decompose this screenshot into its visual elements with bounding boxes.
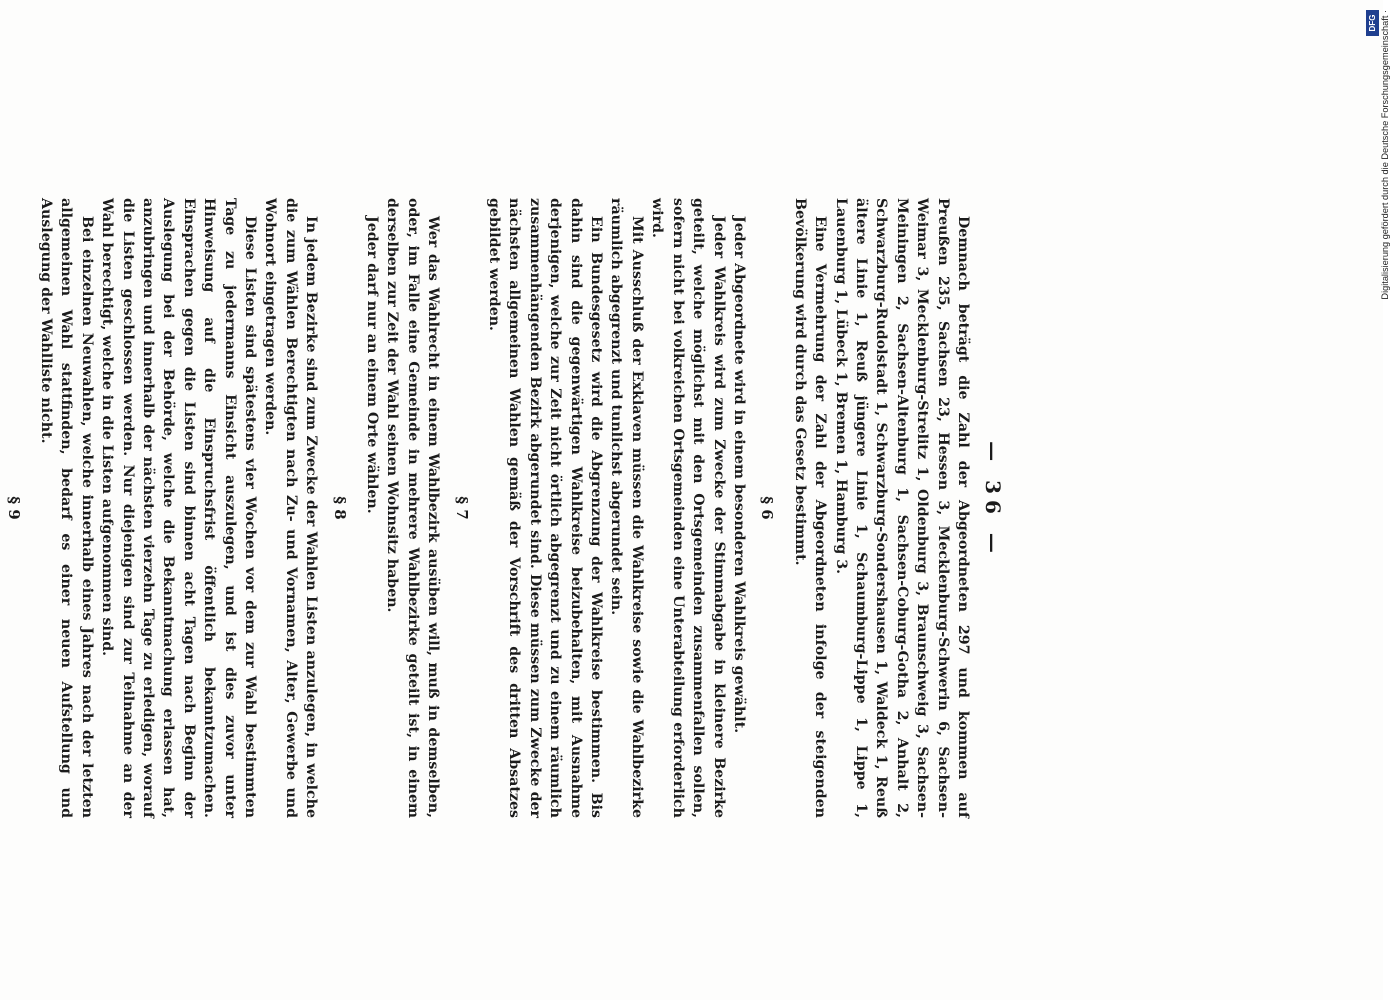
funding-credit <box>1366 10 1390 390</box>
paragraph-6-3: Mit Ausschluß der Exklaven müssen die Wahlkreise sowie die Wahlbezirke räumlich abgegrenzt und tunlichst abgerundet sein. <box>608 198 645 818</box>
paragraph-6-2: Jeder Wahlkreis wird zum Zwecke der Stimmabgabe in kleinere Bezirke geteilt, welche möglichst mit den Ortsgemeinden zusammenfallen sollen, sofern nicht bei volkreichen Ortsgemeinden eine Unterabteilung erforderlich wird. <box>649 198 727 818</box>
paragraph-7-2: Jeder darf nur an einem Orte wählen. <box>364 216 381 514</box>
funding-credit-text: Digitalisierung gefördert durch die Deutsche Forschungsgemeinschaft · <box>1380 10 1390 300</box>
paragraph-increase: Eine Vermehrung der Zahl der Abgeordneten infolge der steigenden Bevölkerung wird durch das Gesetz bestimmt. <box>791 198 829 818</box>
rotated-page-content <box>0 150 1033 850</box>
paragraph-8-3: Bei einzelnen Neuwahlen, welche innerhalb eines Jahres nach der letzten allgemeinen Wahl stattfinden, bedarf es einer neuen Aufstellung und Auslegung der Wahlliste nicht. <box>37 198 95 818</box>
section-heading-6: § 6 <box>758 496 777 520</box>
dfg-logo-label: DFG <box>1368 14 1377 32</box>
paragraph-6-4: Ein Bundesgesetz wird die Abgrenzung der Wahlkreise bestimmen. Bis dahin sind die gegenwärtigen Wahlkreise beizubehalten, mit Ausnahme derjenigen, welche zur Zeit nicht örtlich abgegrenzt und zu einem räumlich zusammenhängenden Bezirk abgerundet sind. Diese müssen zum Zwecke der nächsten allgemeinen Wahlen gemäß der Vorschrift des dritten Absatzes gebildet werden. <box>486 198 605 818</box>
paragraph-8-2: Diese Listen sind spätestens vier Wochen vor dem zur Wahl bestimmten Tage zu jedermanns Einsicht auszulegen, und ist dies zuvor unter Hinweisung auf die Einspruchsfrist öffentlich bekanntzumachen. Einsprachen gegen die Listen sind binnen acht Tagen nach Beginn der Auslegung bei der Behörde, welche die Bekanntmachung erlassen hat, anzubringen und innerhalb der nächsten vierzehn Tage zu erledigen, worauf die Listen geschlossen werden. Nur diejenigen sind zur Teilnahme an der Wahl berechtigt, welche in die Listen aufgenommen sind. <box>99 198 258 818</box>
paragraph-7-1: Wer das Wahlrecht in einem Wahlbezirk ausüben will, muß in demselben, oder, im Falle eine Gemeinde in mehrere Wahlbezirke geteilt ist, in einem derselben zur Zeit der Wahl seinen Wohnsitz haben. <box>384 198 442 818</box>
paragraph-8-1: In jedem Bezirke sind zum Zwecke der Wahlen Listen anzulegen, in welche die zum Wählen Berechtigten nach Zu- und Vornamen, Alter, Gewerbe und Wohnort eingetragen werden. <box>262 198 320 818</box>
paragraph-6-1: Jeder Abgeordnete wird in einem besonderen Wahlkreis gewählt. <box>730 216 747 734</box>
page-number-header: — 36 — <box>981 441 1005 559</box>
section-heading-9: § 9 <box>4 496 23 520</box>
body-text <box>0 198 973 818</box>
section-heading-8: § 8 <box>330 496 349 520</box>
section-heading-7: § 7 <box>452 496 471 520</box>
paragraph-distribution: Demnach beträgt die Zahl der Abgeordneten 297 und kommen auf Preußen 235, Sachsen 23, Hessen 3, Mecklenburg-Schwerin 6, Sachsen-Weimar 3, Mecklenburg-Strelitz 1, Oldenburg 3, Braunschweig 3, Sachsen-Meiningen 2, Sachsen-Altenburg 1, Sachsen-Coburg-Gotha 2, Anhalt 2, Schwarzburg-Rudolstadt 1, Schwarzburg-Sondershausen 1, Waldeck 1, Reuß ältere Linie 1, Reuß jüngere Linie 1, Schaumburg-Lippe 1, Lippe 1, Lauenburg 1, Lübeck 1, Bremen 1, Hamburg 3. <box>832 198 971 818</box>
dfg-logo <box>1366 10 1379 36</box>
